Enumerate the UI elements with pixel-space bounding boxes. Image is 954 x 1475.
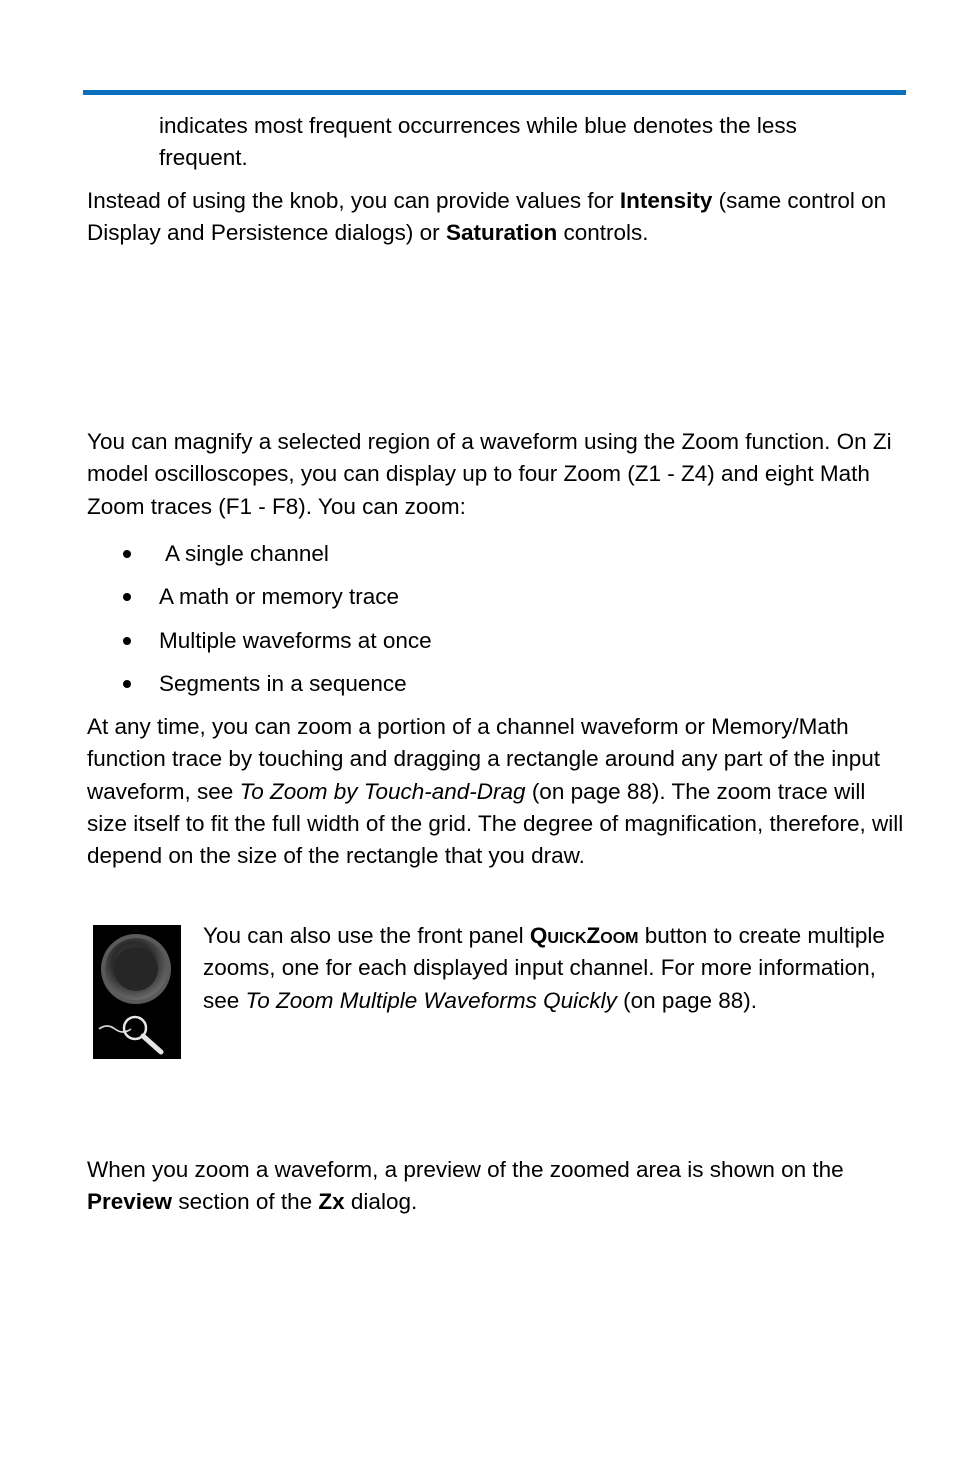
preview-term: Preview <box>87 1189 173 1215</box>
bullet-icon <box>123 680 131 688</box>
link-zoom-multiple-quickly[interactable]: To Zoom Multiple Waveforms Quickly <box>245 987 617 1013</box>
list-item: Multiple waveforms at once <box>87 625 432 668</box>
quickzoom-button-icon <box>93 925 181 1059</box>
paragraph-quickzoom: You can also use the front panel QuickZoom button to create multiple zooms, one for each displayed input channel. For more information, see To Zoom Multiple Waveforms Quickly (on page 88). <box>203 923 885 1013</box>
paragraph-preview: When you zoom a waveform, a preview of the zoomed area is shown on the Preview section of the Zx dialog. <box>87 1157 844 1215</box>
paragraph-persistence-color: indicates most frequent occurrences while blue denotes the less frequent. <box>159 113 797 171</box>
saturation-term: Saturation <box>445 220 558 246</box>
zx-term: Zx <box>318 1189 345 1215</box>
bullet-icon <box>123 550 131 558</box>
paragraph-touch-drag: At any time, you can zoom a portion of a channel waveform or Memory/Math function trace by touching and dragging a rectangle around any part of the input waveform, see To Zoom by Touch-and-Drag (on page 88). The zoom trace will size itself to fit the full width of the grid. The degree of magnification, therefore, will depend on the size of the rectangle that you draw. <box>87 714 904 869</box>
paragraph-intensity: Instead of using the knob, you can provide values for Intensity (same control on Display and Persistence dialogs) or Saturation controls. <box>87 188 887 246</box>
link-touch-and-drag[interactable]: To Zoom by Touch-and-Drag <box>239 778 526 804</box>
paragraph-zoom-intro: You can magnify a selected region of a waveform using the Zoom function. On Zi model oscilloscopes, you can display up to four Zoom (Z1 - Z4) and eight Math Zoom traces (F1 - F8). You can zoom: <box>87 429 892 519</box>
quickzoom-knob-graphic <box>93 925 181 1059</box>
intensity-term: Intensity <box>619 188 713 213</box>
bullet-icon <box>123 637 131 645</box>
zoom-targets-list <box>87 538 432 712</box>
header-rule <box>83 90 906 95</box>
list-item: A single channel <box>87 538 432 581</box>
bullet-icon <box>123 593 131 601</box>
list-item: A math or memory trace <box>87 581 432 624</box>
quickzoom-button-label: QuickZoom <box>529 923 639 948</box>
list-item: Segments in a sequence <box>87 668 432 711</box>
